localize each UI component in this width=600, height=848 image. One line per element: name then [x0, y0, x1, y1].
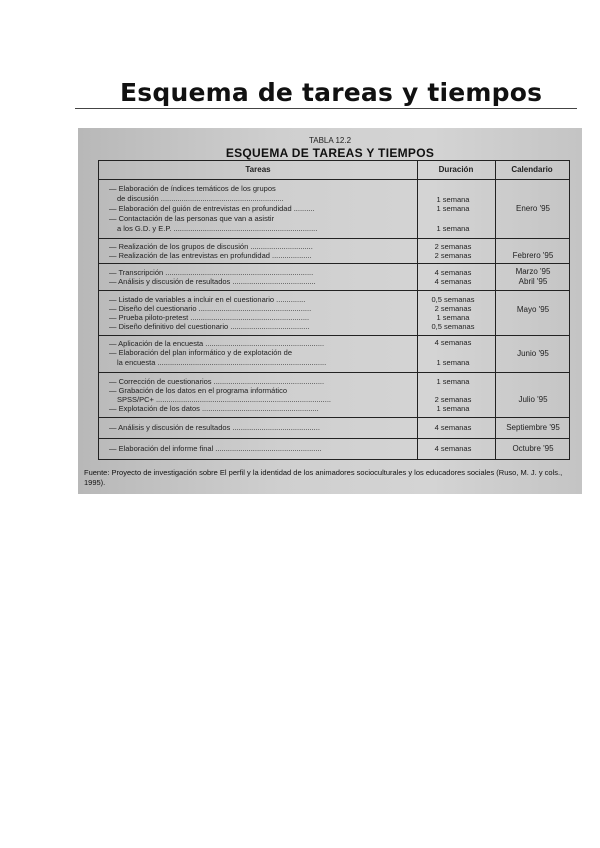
- calendar-month: Abril '95: [518, 277, 548, 286]
- task-line: — Realización de las entrevistas en profundidad ...................: [109, 251, 312, 260]
- duration: 1 semana: [436, 195, 470, 204]
- task-line: — Transcripción .......................................................................: [109, 268, 314, 277]
- table-title: ESQUEMA DE TAREAS Y TIEMPOS: [225, 146, 435, 160]
- task-line: — Análisis y discusión de resultados ........................................: [109, 277, 316, 286]
- task-line: — Elaboración de índices temáticos de los grupos: [109, 184, 276, 193]
- duration: 4 semanas: [434, 268, 472, 277]
- task-line: — Análisis y discusión de resultados ..........................................: [109, 423, 320, 432]
- table-row: [99, 291, 569, 336]
- duration: 1 semana: [436, 377, 470, 386]
- table-source-note: Fuente: Proyecto de investigación sobre El perfil y la identidad de los animadores socioculturales y los educadores sociales (Ruso, M. J. y cols., 1995).: [84, 468, 563, 487]
- duration: 2 semanas: [434, 304, 472, 313]
- task-line: — Listado de variables a incluir en el cuestionario ..............: [109, 295, 306, 304]
- duration: 1 semana: [436, 224, 470, 233]
- table-row: [99, 418, 569, 439]
- calendar-month: Febrero '95: [512, 251, 554, 260]
- task-line: — Elaboración del plan informático y de explotación de: [109, 348, 293, 357]
- task-line: — Realización de los grupos de discusión ..............................: [109, 242, 313, 251]
- page-title: Esquema de tareas y tiempos: [120, 78, 543, 107]
- calendar-month: Julio '95: [518, 395, 548, 404]
- duration: 4 semanas: [434, 423, 472, 432]
- task-line: — Grabación de los datos en el programa informático: [109, 386, 288, 395]
- task-line: de discusión ...........................................................: [117, 194, 284, 203]
- duration: 4 semanas: [434, 444, 472, 453]
- table-row: [99, 239, 569, 264]
- duration: 4 semanas: [434, 338, 472, 347]
- task-line: a los G.D. y E.P. .....................................................................: [117, 224, 318, 233]
- duration: 1 semana: [436, 358, 470, 367]
- duration: 0,5 semanas: [431, 322, 475, 331]
- table-row: [99, 373, 569, 418]
- table-row: [99, 439, 569, 459]
- duration: 4 semanas: [434, 277, 472, 286]
- calendar-month: Septiembre '95: [506, 423, 560, 432]
- calendar-month: Junio '95: [517, 349, 549, 358]
- table-row: [99, 264, 569, 291]
- title-divider: [75, 108, 577, 109]
- duration: 1 semana: [436, 313, 470, 322]
- duration: 1 semana: [436, 204, 470, 213]
- header-tareas: Tareas: [245, 165, 271, 174]
- header-calendario: Calendario: [511, 165, 553, 174]
- duration: 2 semanas: [434, 395, 472, 404]
- task-line: — Elaboración del informe final ...................................................: [109, 444, 322, 453]
- table-row: [99, 336, 569, 373]
- calendar-month: Enero '95: [516, 204, 550, 213]
- duration: 1 semana: [436, 404, 470, 413]
- table-row: [99, 180, 569, 239]
- scanned-table-image: [78, 128, 582, 494]
- duration: 0,5 semanas: [431, 295, 475, 304]
- table-caption: TABLA 12.2: [308, 136, 352, 145]
- task-line: — Prueba piloto-pretest .........................................................: [109, 313, 310, 322]
- calendar-month: Octubre '95: [512, 444, 554, 453]
- task-line: — Elaboración del guión de entrevistas en profundidad ..........: [109, 204, 315, 213]
- task-line: la encuesta .................................................................................: [117, 358, 327, 367]
- duration: 2 semanas: [434, 251, 472, 260]
- task-line: — Corrección de cuestionarios .....................................................: [109, 377, 325, 386]
- table-header: [99, 161, 569, 180]
- task-line: — Explotación de los datos ........................................................: [109, 404, 319, 413]
- calendar-month: Marzo '95: [515, 267, 551, 276]
- task-line: SPSS/PC+ ....................................................................................: [117, 395, 332, 404]
- calendar-month: Mayo '95: [516, 305, 550, 314]
- tasks-table: [98, 160, 570, 460]
- task-line: — Diseño definitivo del cuestionario ......................................: [109, 322, 310, 331]
- header-duracion: Duración: [438, 165, 474, 174]
- task-line: — Contactación de las personas que van a asistir: [109, 214, 275, 223]
- task-line: — Aplicación de la encuesta .........................................................: [109, 339, 325, 348]
- task-line: — Diseño del cuestionario ......................................................: [109, 304, 312, 313]
- duration: 2 semanas: [434, 242, 472, 251]
